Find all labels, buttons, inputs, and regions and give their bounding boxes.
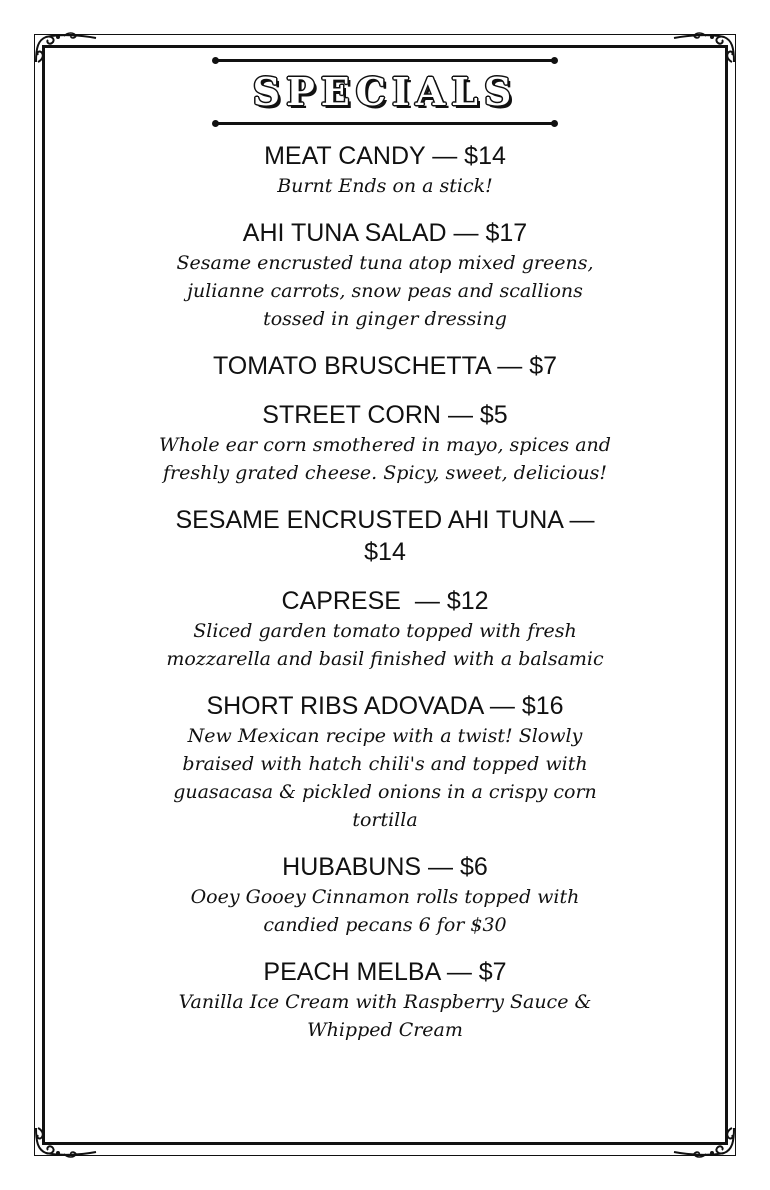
- scroll-flourish-icon: [30, 1122, 100, 1162]
- menu-item-heading: [60, 585, 710, 617]
- menu-title: SPECIALS: [252, 69, 518, 114]
- menu-item-tomato-bruschetta: [60, 350, 710, 382]
- dash: —: [453, 219, 479, 247]
- menu-item-name: SESAME ENCRUSTED AHI TUNA: [175, 506, 563, 534]
- menu-item-description: Burnt Ends on a stick!: [277, 175, 493, 197]
- description-line: tortilla: [352, 809, 418, 831]
- dash: —: [432, 142, 458, 170]
- description-line: Vanilla Ice Cream with Raspberry Sauce &: [178, 991, 592, 1013]
- menu-item-hubabuns: [60, 851, 710, 939]
- menu-item-name: TOMATO BRUSCHETTA: [212, 352, 491, 380]
- description-line: Ooey Gooey Cinnamon rolls topped with: [190, 886, 580, 908]
- menu-item-price: $14: [464, 142, 506, 170]
- dash: —: [428, 853, 454, 881]
- dash: —: [497, 352, 523, 380]
- menu-item-heading: [60, 140, 710, 172]
- menu-item-heading: [60, 350, 710, 382]
- menu-item-peach-melba: [60, 956, 710, 1044]
- menu-item-heading: [165, 504, 605, 568]
- dash: —: [489, 692, 515, 720]
- menu-item-price: $17: [485, 219, 528, 247]
- dash: —: [569, 506, 595, 534]
- menu-item-name: AHI TUNA SALAD: [242, 219, 447, 247]
- menu-item-short-ribs-adovada: [60, 690, 710, 834]
- title-rule-top: [215, 59, 555, 62]
- scroll-flourish-icon: [670, 1122, 740, 1162]
- description-line: braised with hatch chili's and topped with: [182, 753, 588, 775]
- description-line: Sesame encrusted tuna atop mixed greens,: [176, 252, 594, 274]
- menu-item-heading: [60, 399, 710, 431]
- menu-item-price: $16: [521, 692, 564, 720]
- description-line: Whipped Cream: [307, 1019, 463, 1041]
- description-line: New Mexican recipe with a twist! Slowly: [187, 725, 583, 747]
- menu-item-name: CAPRESE: [281, 587, 401, 615]
- menu-item-description: [60, 988, 710, 1044]
- menu-item-heading: [60, 217, 710, 249]
- dash: —: [414, 587, 440, 615]
- description-line: tossed in ginger dressing: [263, 308, 507, 330]
- menu-item-list: [60, 140, 710, 1044]
- menu-item-description: [60, 617, 710, 673]
- description-line: Whole ear corn smothered in mayo, spices and: [159, 434, 611, 456]
- description-line: Sliced garden tomato topped with fresh: [193, 620, 577, 642]
- menu-item-street-corn: [60, 399, 710, 487]
- description-line: freshly grated cheese. Spicy, sweet, delicious!: [162, 462, 608, 484]
- menu-item-price: $7: [529, 352, 558, 380]
- menu-item-description: [60, 883, 710, 939]
- menu-title-block: [215, 55, 555, 129]
- menu-item-description: [60, 249, 710, 333]
- menu-item-heading: [60, 956, 710, 988]
- menu-item-price: $12: [446, 587, 489, 615]
- description-line: guasacasa & pickled onions in a crispy corn: [173, 781, 597, 803]
- menu-item-ahi-tuna-salad: [60, 217, 710, 333]
- menu-item-sesame-encrusted-ahi-tuna: [60, 504, 710, 568]
- menu-item-name: HUBABUNS: [282, 853, 422, 881]
- menu-item-price: $6: [460, 853, 488, 881]
- dash: —: [447, 401, 473, 429]
- menu-content: [60, 55, 710, 1061]
- menu-item-caprese: [60, 585, 710, 673]
- dash: —: [446, 958, 472, 986]
- menu-item-price: $14: [364, 538, 406, 566]
- menu-item-name: SHORT RIBS ADOVADA: [206, 692, 483, 720]
- menu-item-name: MEAT CANDY: [264, 142, 426, 170]
- menu-item-meat-candy: [60, 140, 710, 200]
- menu-item-description: [60, 431, 710, 487]
- menu-item-price: $7: [478, 958, 507, 986]
- menu-item-heading: [60, 690, 710, 722]
- menu-item-heading: [60, 851, 710, 883]
- title-rule-bottom: [215, 122, 555, 125]
- description-line: candied pecans 6 for $30: [263, 914, 507, 936]
- menu-item-description: [60, 722, 710, 834]
- description-line: mozzarella and basil finished with a balsamic: [166, 648, 604, 670]
- menu-item-price: $5: [479, 401, 508, 429]
- menu-item-name: PEACH MELBA: [263, 958, 440, 986]
- description-line: julianne carrots, snow peas and scallions: [187, 280, 583, 302]
- menu-item-name: STREET CORN: [262, 401, 441, 429]
